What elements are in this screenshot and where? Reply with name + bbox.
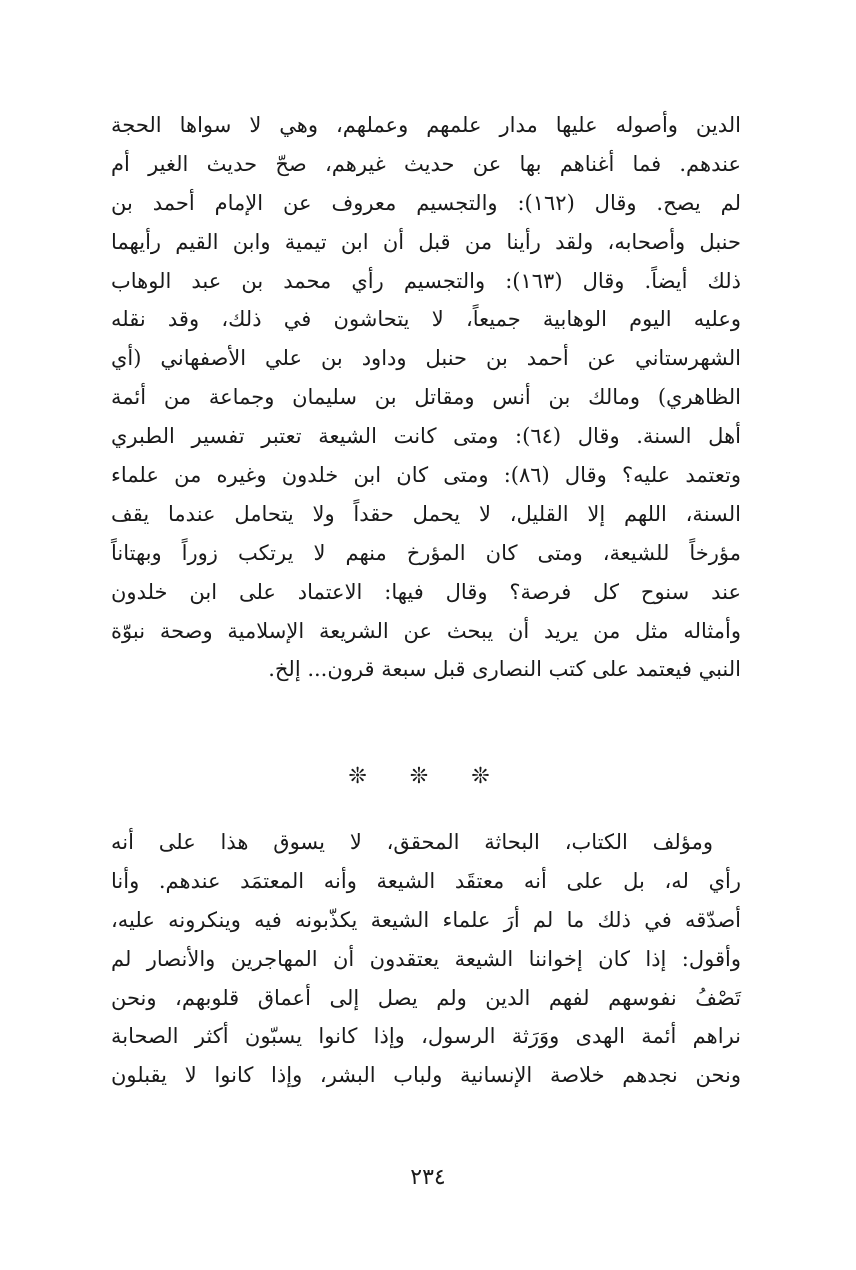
text-line: تَصْفُ نفوسهم لفهم الدين ولم يصل إلى أعماق قلوبهم، ونحن — [111, 985, 741, 1010]
text-line: السنة، اللهم إلا القليل، لا يحمل حقداً ولا يتحامل عندما يقف — [111, 501, 741, 526]
paragraph-2 — [111, 823, 741, 1095]
text-line: ذلك أيضاً. وقال (١٦٣): والتجسيم رأي محمد بن عبد الوهاب — [111, 268, 742, 293]
paragraph-1 — [111, 106, 741, 689]
text-line: رأي له، بل على أنه معتقَد الشيعة وأنه المعتمَد عندهم. وأنا — [111, 868, 741, 893]
text-line: وأقول: إذا كان إخواننا الشيعة يعتقدون أن المهاجرين والأنصار لم — [111, 946, 741, 971]
text-line: لم يصح. وقال (١٦٢): والتجسيم معروف عن الإمام أحمد بن — [111, 190, 742, 215]
text-line: النبي فيعتمد على كتب النصارى قبل سبعة قرون... إلخ. — [268, 657, 741, 682]
text-line: وعليه اليوم الوهابية جميعاً، لا يتحاشون في ذلك، وقد نقله — [111, 307, 741, 332]
section-separator: ❊ ❊ ❊ — [348, 764, 508, 789]
text-line: ونحن نجدهم خلاصة الإنسانية ولباب البشر، وإذا كانوا لا يقبلون — [111, 1063, 741, 1088]
text-line: نراهم أئمة الهدى ووَرَثة الرسول، وإذا كانوا يسبّون أكثر الصحابة — [111, 1024, 741, 1049]
page-number: ٢٣٤ — [410, 1165, 446, 1190]
text-line: عند سنوح كل فرصة؟ وقال فيها: الاعتماد على ابن خلدون — [111, 579, 741, 604]
text-line: وتعتمد عليه؟ وقال (٨٦): ومتى كان ابن خلدون وغيره من علماء — [111, 463, 741, 488]
text-line: أصدّقه في ذلك ما لم أرَ علماء الشيعة يكذّبونه فيه وينكرونه عليه، — [111, 907, 741, 932]
text-line: حنبل وأصحابه، ولقد رأينا من قبل أن ابن تيمية وابن القيم رأيهما — [111, 229, 741, 254]
text-line: الظاهري) ومالك بن أنس ومقاتل بن سليمان وجماعة من أئمة — [111, 385, 741, 410]
text-line: مؤرخاً للشيعة، ومتى كان المؤرخ منهم لا يرتكب زوراً وبهتاناً — [111, 540, 741, 565]
text-line: ومؤلف الكتاب، البحاثة المحقق، لا يسوق هذا على أنه — [111, 830, 713, 854]
text-line: أهل السنة. وقال (٦٤): ومتى كانت الشيعة تعتبر تفسير الطبري — [111, 424, 741, 449]
text-line: الشهرستاني عن أحمد بن حنبل وداود بن علي الأصفهاني (أي — [111, 346, 741, 371]
text-line: الدين وأصوله عليها مدار علمهم وعملهم، وهي لا سواها الحجة — [111, 113, 741, 137]
text-line: وأمثاله مثل من يريد أن يبحث عن الشريعة الإسلامية وصحة نبوّة — [111, 618, 741, 643]
text-line: عندهم. فما أغناهم بها عن حديث غيرهم، صحّ حديث الغير أم — [111, 151, 742, 176]
